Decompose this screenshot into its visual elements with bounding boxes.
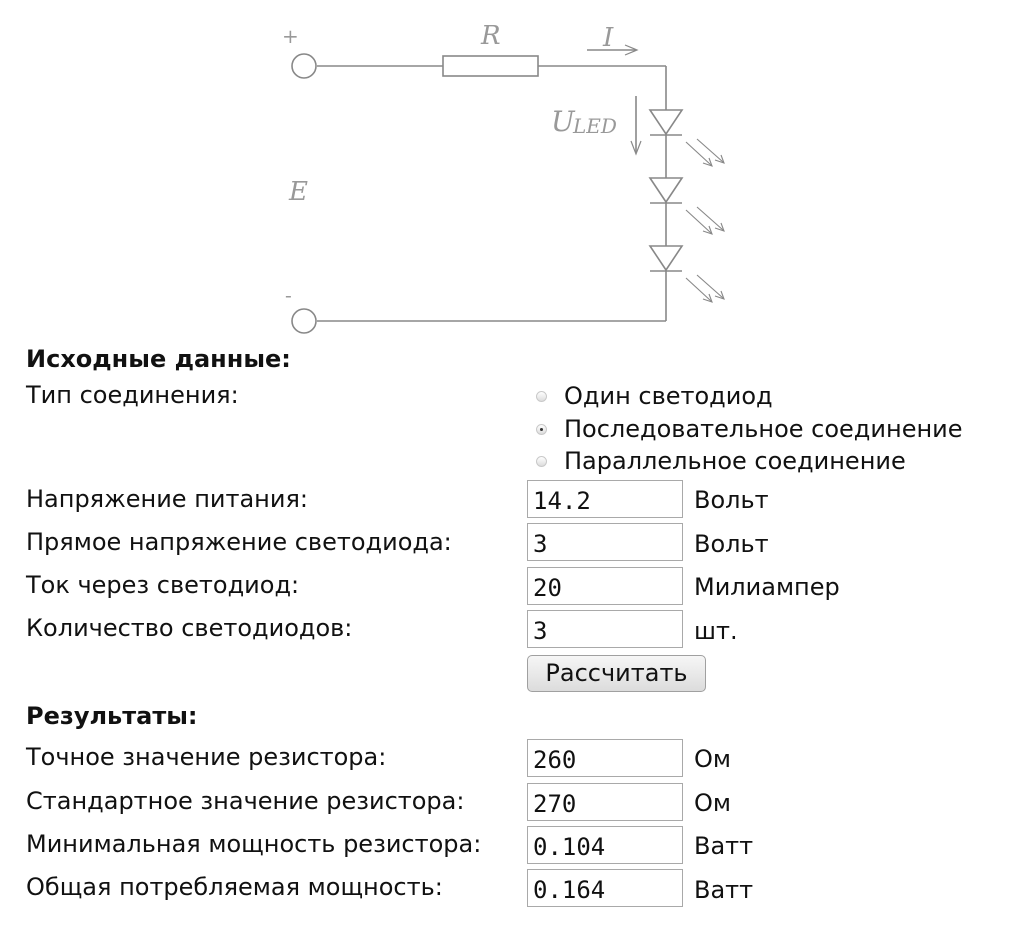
standard-resistor-unit: Ом	[694, 789, 731, 817]
total-power-label: Общая потребляемая мощность:	[26, 873, 443, 901]
led-symbol	[650, 246, 724, 302]
exact-resistor-label: Точное значение резистора:	[26, 743, 387, 771]
min-resistor-power-label: Минимальная мощность резистора:	[26, 830, 482, 858]
standard-resistor-label: Стандартное значение резистора:	[26, 787, 465, 815]
led-symbol	[650, 110, 724, 166]
led-current-input[interactable]: 20	[527, 567, 683, 605]
radio-button-selected[interactable]	[536, 424, 547, 435]
radio-button[interactable]	[536, 391, 547, 402]
standard-resistor-output[interactable]: 270	[527, 783, 683, 821]
forward-voltage-input[interactable]: 3	[527, 523, 683, 561]
led-symbol	[650, 178, 724, 234]
forward-voltage-unit: Вольт	[694, 530, 769, 558]
calculate-button[interactable]: Рассчитать	[527, 655, 706, 692]
led-circuit-diagram	[0, 0, 1024, 340]
radio-parallel-connection[interactable]	[533, 445, 906, 477]
min-resistor-power-unit: Ватт	[694, 832, 754, 860]
results-heading: Результаты:	[26, 702, 198, 730]
voltage-label: U	[551, 105, 575, 138]
forward-voltage-label: Прямое напряжение светодиода:	[26, 528, 452, 556]
inputs-heading: Исходные данные:	[26, 345, 291, 373]
minus-label: -	[285, 283, 292, 307]
led-count-label: Количество светодиодов:	[26, 614, 353, 642]
exact-resistor-unit: Ом	[694, 745, 731, 773]
supply-voltage-input[interactable]: 14.2	[527, 480, 683, 518]
voltage-label-subscript: LED	[573, 114, 617, 138]
radio-single-led[interactable]	[533, 380, 773, 412]
supply-voltage-unit: Вольт	[694, 486, 769, 514]
source-label: E	[289, 177, 308, 207]
radio-label: Один светодиод	[564, 382, 773, 410]
min-resistor-power-output[interactable]: 0.104	[527, 826, 683, 864]
current-label: I	[603, 23, 614, 53]
radio-series-connection[interactable]	[533, 413, 963, 445]
radio-label: Параллельное соединение	[564, 447, 906, 475]
negative-terminal	[292, 309, 316, 333]
led-count-unit: шт.	[694, 617, 738, 645]
connection-type-label: Тип соединения:	[26, 381, 239, 409]
total-power-output[interactable]: 0.164	[527, 869, 683, 907]
plus-label: +	[282, 24, 299, 48]
led-current-unit: Милиампер	[694, 573, 840, 601]
radio-button[interactable]	[536, 456, 547, 467]
led-count-input[interactable]: 3	[527, 610, 683, 648]
resistor-label: R	[481, 21, 501, 51]
exact-resistor-output[interactable]: 260	[527, 739, 683, 777]
resistor-symbol	[443, 56, 538, 76]
led-current-label: Ток через светодиод:	[26, 571, 300, 599]
positive-terminal	[292, 54, 316, 78]
supply-voltage-label: Напряжение питания:	[26, 485, 308, 513]
radio-label: Последовательное соединение	[564, 415, 963, 443]
total-power-unit: Ватт	[694, 876, 754, 904]
